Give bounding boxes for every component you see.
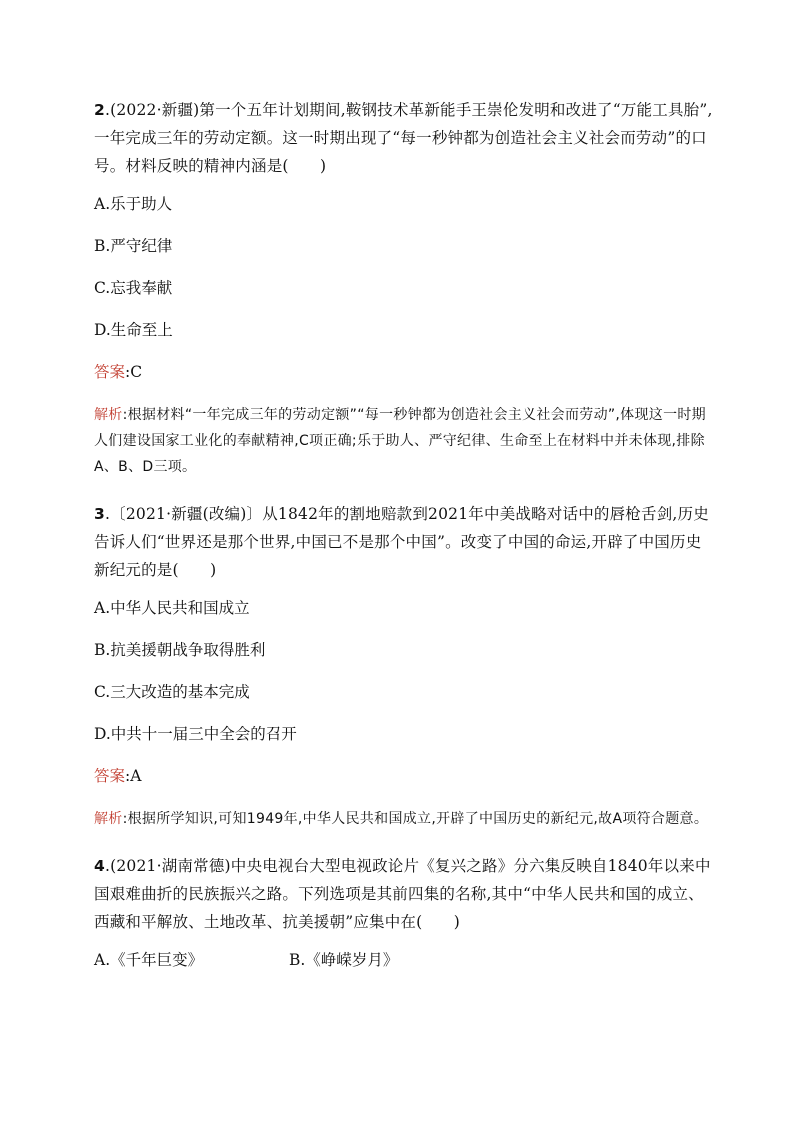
question-source: .(2021·湖南常德): [105, 857, 231, 875]
question-number: 4: [94, 857, 105, 875]
analysis-text: :根据所学知识,可知1949年,中华人民共和国成立,开辟了中国历史的新纪元,故A项符合题意。: [122, 811, 709, 827]
question-number: 2: [94, 101, 105, 119]
question-3-stem: [94, 500, 714, 584]
answer-value: :C: [125, 363, 143, 381]
options-row: [94, 950, 714, 970]
question-2-stem: [94, 96, 714, 180]
option-d: D.中共十一届三中全会的召开: [94, 725, 297, 743]
analysis-paragraph: [94, 402, 714, 480]
option-d: D.生命至上: [94, 321, 173, 339]
analysis-paragraph: [94, 806, 714, 832]
question-text: 中央电视台大型电视政论片《复兴之路》分六集反映自1840年以来中国艰难曲折的民族振兴之路。下列选项是其前四集的名称,其中“中华人民共和国的成立、西藏和平解放、土地改革、抗美援朝”应集中在( ): [94, 857, 711, 931]
answer-line: [94, 766, 714, 806]
option-c: C.忘我奉献: [94, 279, 173, 297]
option-c: C.三大改造的基本完成: [94, 683, 250, 701]
analysis-label: 解析: [94, 811, 123, 827]
answer-line: [94, 362, 714, 402]
analysis-text: :根据材料“一年完成三年的劳动定额”“每一秒钟都为创造社会主义社会而劳动”,体现这一时期人们建设国家工业化的奉献精神,C项正确;乐于助人、严守纪律、生命至上在材料中并未体现,排除A、B、D三项。: [94, 407, 706, 475]
option-a: A.乐于助人: [94, 195, 173, 213]
answer-label: 答案: [94, 767, 126, 785]
option-b: B.《峥嵘岁月》: [289, 951, 399, 969]
question-source: .(2022·新疆): [105, 101, 200, 119]
option-b: B.严守纪律: [94, 237, 173, 255]
question-text: 第一个五年计划期间,鞍钢技术革新能手王崇伦发明和改进了“万能工具胎”,一年完成三年的劳动定额。这一时期出现了“每一秒钟都为创造社会主义社会而劳动”的口号。材料反映的精神内涵是( ): [94, 101, 713, 175]
answer-value: :A: [125, 767, 142, 785]
option-b: B.抗美援朝战争取得胜利: [94, 641, 266, 659]
option-a: A.《千年巨变》: [94, 951, 204, 969]
option-a: A.中华人民共和国成立: [94, 599, 250, 617]
question-number: 3: [94, 505, 105, 523]
analysis-label: 解析: [94, 407, 123, 423]
answer-label: 答案: [94, 363, 126, 381]
question-4-stem: [94, 852, 714, 936]
question-source: .〔2021·新疆(改编)〕: [105, 505, 263, 523]
document-page: [94, 96, 714, 970]
question-text: 从1842年的割地赔款到2021年中美战略对话中的唇枪舌剑,历史告诉人们“世界还是那个世界,中国已不是那个中国”。改变了中国的命运,开辟了中国历史新纪元的是( ): [94, 505, 709, 579]
